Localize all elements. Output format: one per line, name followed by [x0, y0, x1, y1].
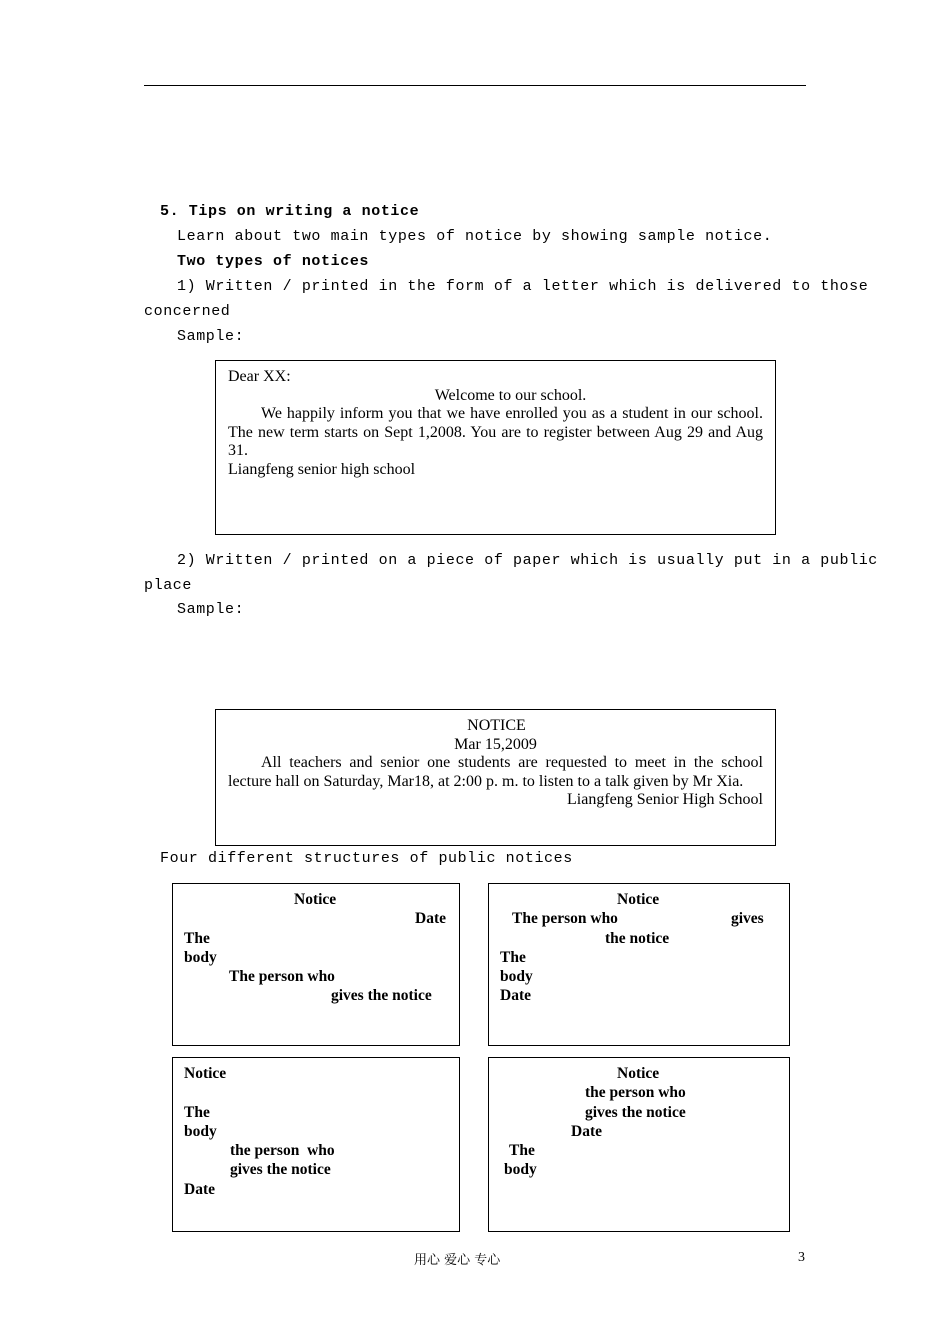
structures-heading: Four different structures of public notices — [160, 850, 573, 867]
s4-title: Notice — [617, 1065, 660, 1082]
structure-box-2 — [488, 883, 790, 1046]
type2-line2: place — [144, 577, 193, 594]
notice-sample-box — [215, 709, 776, 846]
s2-person-line2: the notice — [605, 930, 670, 947]
s2-person-gives: gives — [731, 910, 764, 927]
s2-body-line2: body — [500, 968, 533, 985]
type1-sample-label: Sample: — [177, 328, 245, 345]
s1-title: Notice — [294, 891, 337, 908]
s4-person-line1: the person who — [585, 1084, 686, 1101]
s4-body-line2: body — [504, 1161, 537, 1178]
s2-person-line1: The person who — [512, 910, 618, 927]
s4-date: Date — [571, 1123, 602, 1140]
s1-person-line2: gives the notice — [331, 987, 432, 1004]
header-rule — [144, 85, 806, 86]
type1-line2: concerned — [144, 303, 231, 320]
types-heading: Two types of notices — [177, 253, 370, 270]
s3-body-line2: body — [184, 1123, 217, 1140]
page-number: 3 — [798, 1250, 805, 1265]
letter-signature: Liangfeng senior high school — [228, 460, 416, 478]
type2-line1: 2) Written / printed on a piece of paper which is usually put in a public — [177, 552, 878, 569]
notice-title: NOTICE — [467, 717, 526, 734]
structure-box-3 — [172, 1057, 460, 1232]
s1-date: Date — [415, 910, 446, 927]
s2-title: Notice — [617, 891, 660, 908]
structure-box-1 — [172, 883, 460, 1046]
s2-date: Date — [500, 987, 531, 1004]
letter-body: We happily inform you that we have enrolled you as a student in our school. The new term starts on Sept 1,2008. You are to register between Aug 29 and Aug 31. — [228, 405, 763, 460]
notice-body: All teachers and senior one students are requested to meet in the school lecture hall on Saturday, Mar18, at 2:00 p. m. to listen to a talk given by Mr Xia. — [228, 754, 763, 790]
letter-sample-box — [215, 360, 776, 535]
s3-person-line2: gives the notice — [230, 1161, 331, 1178]
footer-motto: 用心 爱心 专心 — [414, 1253, 501, 1268]
type2-sample-label: Sample: — [177, 601, 245, 618]
structure-box-4 — [488, 1057, 790, 1232]
notice-signature: Liangfeng Senior High School — [567, 791, 763, 809]
s1-body-line2: body — [184, 949, 217, 966]
letter-salutation: Dear XX: — [228, 368, 291, 385]
letter-welcome: Welcome to our school. — [434, 386, 587, 404]
type1-line1: 1) Written / printed in the form of a letter which is delivered to those — [177, 278, 869, 295]
s1-person-line1: The person who — [229, 968, 335, 985]
s4-person-line2: gives the notice — [585, 1104, 686, 1121]
intro-text: Learn about two main types of notice by showing sample notice. — [177, 228, 773, 245]
s3-title: Notice — [184, 1065, 227, 1082]
s4-body-line1: The — [509, 1142, 535, 1159]
notice-date: Mar 15,2009 — [454, 735, 537, 753]
s1-body-line1: The — [184, 930, 210, 947]
section-heading: 5. Tips on writing a notice — [160, 203, 420, 220]
s3-date: Date — [184, 1181, 215, 1198]
s2-body-line1: The — [500, 949, 526, 966]
s3-body-line1: The — [184, 1104, 210, 1121]
s3-person-line1: the person who — [230, 1142, 335, 1159]
